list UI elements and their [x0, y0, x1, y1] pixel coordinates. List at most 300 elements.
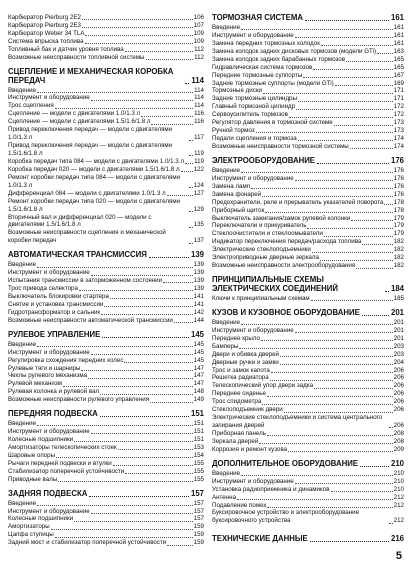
dot-leader: [88, 378, 193, 379]
toc-entry: [8, 508, 204, 516]
toc-entry: [8, 523, 204, 531]
toc-entry: [8, 118, 204, 126]
dot-leader: [267, 507, 392, 508]
dot-leader: [91, 433, 193, 434]
toc-entry: [212, 80, 404, 88]
toc-entry-page: 161: [393, 39, 404, 47]
toc-entry-page: 171: [393, 95, 404, 103]
toc-entry-title: Система впрыска топлива: [8, 37, 84, 45]
dot-leader: [81, 370, 192, 371]
section-page: 176: [390, 155, 404, 165]
toc-entry: [212, 64, 404, 72]
dot-leader: [262, 404, 392, 405]
section-page: 161: [390, 13, 404, 22]
toc-entry-title: Инструмент и оборудование: [8, 348, 90, 356]
dot-leader: [85, 35, 192, 36]
toc-entry-page: 119: [194, 157, 204, 165]
toc-entry-title: Замена ламп: [212, 182, 251, 190]
toc-entry-title: Задний мост и стабилизатор поперечной устойчивости: [8, 539, 167, 547]
toc-entry: [212, 406, 404, 414]
toc-entry-page: 114: [194, 94, 204, 102]
toc-entry-page: 154: [193, 451, 204, 459]
toc-entry-page: 212: [393, 501, 404, 509]
dot-leader: [389, 523, 393, 524]
toc-entry-title: Замена колодок задних барабанных тормозов: [212, 55, 345, 63]
toc-entry-page: 182: [393, 238, 404, 246]
toc-entry-title: Ручной тормоз: [212, 127, 255, 135]
toc-entry-page: 153: [193, 443, 204, 451]
toc-entry: [8, 357, 204, 365]
toc-entry-title: Антенна: [212, 493, 237, 501]
toc-entry-page: 206: [393, 406, 404, 414]
toc-entry-title: Главный тормозной цилиндр: [212, 103, 296, 111]
toc-entry-page: 203: [393, 350, 404, 358]
toc-entry-title: Введение: [212, 23, 241, 31]
toc-entry: [8, 54, 204, 62]
toc-entry: [8, 539, 204, 547]
toc-entry-page: 171: [393, 87, 404, 95]
toc-entry: [8, 102, 204, 110]
toc-entry: [212, 135, 404, 143]
toc-entry: [8, 476, 204, 484]
toc-entry-page: 203: [393, 342, 404, 350]
toc-entry-page: 161: [393, 31, 404, 39]
section-title: ТЕХНИЧЕСКИЕ ДАННЫЕ: [212, 534, 308, 544]
toc-entry-page: 167: [393, 71, 404, 79]
toc-entry: [212, 183, 404, 191]
toc-entry-page: 155: [193, 475, 204, 483]
toc-entry-page: 174: [393, 143, 404, 151]
dot-leader: [189, 155, 193, 156]
section-title: ДОПОЛНИТЕЛЬНОЕ ОБОРУДОВАНИЕ: [212, 458, 359, 468]
dot-leader: [241, 29, 393, 30]
toc-entry: [8, 460, 204, 468]
toc-entry: [212, 367, 404, 375]
toc-entry-title: Переключатели и прикуриватель: [212, 222, 307, 230]
dot-leader: [384, 204, 392, 205]
section-page: 114: [191, 75, 204, 85]
toc-entry-title: Инструмент и оборудование: [212, 174, 294, 182]
toc-entry-page: 201: [393, 334, 404, 342]
toc-entry-title: Карбюратор Pierburg 2E3: [8, 21, 81, 29]
toc-entry-page: 204: [393, 358, 404, 366]
section-heading: [212, 535, 404, 544]
dot-leader: [267, 396, 393, 397]
toc-entry: [212, 509, 404, 525]
dot-leader: [189, 227, 193, 228]
dot-leader: [284, 412, 393, 413]
dot-leader: [37, 92, 193, 93]
dot-leader: [303, 77, 392, 78]
dot-leader: [265, 212, 392, 213]
dot-leader: [321, 45, 393, 46]
toc-entry-title: Возможные неисправности тормозной системы: [212, 143, 349, 151]
toc-entry-title: Трос сцепления: [8, 102, 54, 110]
dot-leader: [259, 443, 392, 444]
toc-entry-title: Карбюратор Weber 34 TLA: [8, 29, 85, 37]
dot-leader: [295, 483, 393, 484]
toc-entry-page: 172: [393, 103, 404, 111]
toc-entry-title: Телескопический упор двери задка: [212, 382, 314, 390]
toc-entry-page: 206: [393, 382, 404, 390]
section-heading: [212, 14, 404, 23]
toc-entry-page: 212: [393, 493, 404, 501]
toc-entry-page: 173: [393, 127, 404, 135]
toc-entry-title: Гидротрансформатор и сальник: [8, 308, 101, 316]
toc-entry-title: Подавление помех: [212, 501, 267, 509]
dot-leader: [362, 315, 389, 316]
dot-leader: [124, 362, 192, 363]
toc-entry-page: 201: [393, 326, 404, 334]
toc-entry: [212, 319, 404, 327]
toc-entry-title: Буксировочное устройство и электрооборудование буксировочного устройства: [212, 509, 360, 525]
toc-entry-title: Регулятор давления в тормозной системе: [212, 119, 333, 127]
toc-entry: [8, 94, 204, 102]
dot-leader: [310, 541, 389, 542]
toc-entry: [8, 444, 204, 452]
toc-entry-page: 176: [393, 182, 404, 190]
toc-entry-title: Ключи к принципиальным схемам: [212, 295, 310, 302]
toc-entry-page: 144: [193, 316, 204, 324]
toc-entry: [8, 142, 204, 158]
dot-leader: [241, 172, 393, 173]
toc-entry-title: Снятие и установка трансмиссии: [8, 300, 104, 308]
toc-entry: [8, 285, 204, 293]
toc-entry: [8, 87, 204, 95]
toc-entry-title: Замена колодок задних дисковых тормозов (модели GTi): [212, 47, 377, 55]
section-page: 139: [190, 250, 204, 260]
dot-leader: [280, 356, 393, 357]
toc-entry-title: Введение: [212, 318, 241, 326]
toc-entry-title: Амортизаторы: [8, 523, 50, 531]
toc-entry-title: Двери и обивка дверей: [212, 350, 279, 358]
toc-entry-page: 206: [393, 366, 404, 374]
section-title: КУЗОВ И КУЗОВНОЕ ОБОРУДОВАНИЕ: [212, 307, 360, 317]
toc-entry-page: 157: [193, 515, 204, 523]
toc-entry: [212, 199, 404, 207]
toc-entry-title: Коррозия и ремонт кузова: [212, 445, 288, 453]
toc-entry-title: Приводные валы: [8, 475, 58, 483]
toc-entry-page: 116: [194, 110, 204, 118]
toc-entry-page: 155: [193, 467, 204, 475]
toc-entry: [212, 87, 404, 95]
toc-entry: [212, 230, 404, 238]
toc-entry-page: 182: [393, 246, 404, 254]
toc-entry-page: 179: [393, 214, 404, 222]
toc-entry-page: 163: [393, 47, 404, 55]
dot-leader: [271, 372, 393, 373]
dot-leader: [104, 306, 192, 307]
toc-entry: [8, 365, 204, 373]
section-page: 157: [190, 488, 204, 498]
dot-leader: [91, 100, 193, 101]
toc-entry-title: Зеркала дверей: [212, 437, 259, 445]
section-page: 216: [390, 534, 404, 544]
dot-leader: [91, 354, 193, 355]
toc-entry-page: 147: [193, 364, 204, 372]
toc-entry-title: Инструмент и оборудование: [8, 94, 90, 102]
dot-leader: [317, 163, 389, 164]
toc-entry-page: 149: [193, 396, 204, 404]
toc-entry-title: Инструмент и оборудование: [212, 477, 294, 485]
toc-entry-page: 147: [193, 380, 204, 388]
toc-entry-title: Ремонт коробки передач типа 020 — модели с двигателями 1.5/1.6/1.8 л: [8, 197, 181, 213]
toc-entry: [8, 214, 204, 230]
toc-entry-title: Возможные неисправности сцепления и механической коробки передач: [8, 229, 166, 245]
dot-leader: [58, 481, 192, 482]
toc-entry-page: 155: [193, 459, 204, 467]
toc-entry: [8, 500, 204, 508]
toc-entry: [212, 446, 404, 454]
dot-leader: [298, 101, 393, 102]
toc-entry-page: 165: [393, 63, 404, 71]
toc-entry-title: Инструмент и оборудование: [212, 31, 294, 39]
toc-entry-page: 139: [193, 269, 204, 277]
toc-entry: [8, 341, 204, 349]
toc-entry: [8, 261, 204, 269]
toc-entry: [212, 207, 404, 215]
toc-left-column: [8, 14, 204, 547]
toc-entry-page: 208: [393, 430, 404, 438]
dot-leader: [296, 109, 393, 110]
toc-entry: [212, 95, 404, 103]
dot-leader: [167, 545, 192, 546]
toc-entry-page: 176: [393, 174, 404, 182]
section-page: 145: [190, 329, 204, 339]
dot-leader: [56, 457, 193, 458]
toc-entry-page: 161: [393, 23, 404, 31]
toc-entry-page: 139: [193, 277, 204, 285]
toc-entry-page: 148: [193, 388, 204, 396]
toc-entry-page: 151: [193, 420, 204, 428]
toc-entry: [212, 222, 404, 230]
toc-entry-title: Стеклоподъемник двери: [212, 406, 283, 414]
toc-entry-title: Замена передних тормозных колодок: [212, 39, 320, 47]
toc-entry-title: Рулевой механизм: [8, 380, 62, 388]
toc-entry-page: 145: [193, 348, 204, 356]
toc-entry-title: Вторичный вал и дифференциал 020 — модели с двигателями 1.5/1.6/1.8 л: [8, 213, 152, 229]
toc-entry: [212, 478, 404, 486]
toc-entry-page: 182: [393, 254, 404, 262]
dot-leader: [185, 83, 189, 84]
toc-entry-page: 206: [393, 374, 404, 382]
toc-entry-title: Инструмент и оборудование: [8, 269, 90, 277]
toc-entry-title: Рулевые тяги и шарниры: [8, 364, 81, 372]
toc-entry-page: 114: [194, 102, 204, 110]
toc-entry: [212, 374, 404, 382]
toc-entry-title: Рычаги передней подвески и втулки: [8, 459, 112, 467]
toc-entry-page: 145: [193, 340, 204, 348]
toc-entry: [212, 327, 404, 335]
toc-entry-page: 124: [193, 181, 204, 189]
dot-leader: [141, 116, 193, 117]
dot-leader: [324, 236, 393, 237]
toc-entry: [8, 396, 204, 404]
dot-leader: [389, 427, 393, 428]
dot-leader: [37, 505, 193, 506]
dot-leader: [110, 298, 193, 299]
dot-leader: [262, 196, 392, 197]
toc-entry-title: Коробка передач типа 084 — модели с двигателями 1.0/1.3 л: [8, 157, 185, 165]
toc-entry: [212, 486, 404, 494]
toc-entry: [8, 293, 204, 301]
toc-entry: [212, 398, 404, 406]
toc-entry: [212, 238, 404, 246]
toc-entry-title: Индикатор переключения передач/расхода топлива: [212, 238, 362, 246]
toc-entry-title: Чехлы рулевого механизма: [8, 372, 88, 380]
toc-entry: [212, 414, 404, 430]
toc-entry: [212, 40, 404, 48]
dot-leader: [74, 441, 193, 442]
toc-entry-title: Переднее сиденье: [212, 390, 266, 398]
toc-entry-page: 173: [393, 119, 404, 127]
toc-entry-title: Передние тормозные суппорты: [212, 71, 303, 79]
toc-entry-page: 127: [193, 189, 204, 197]
toc-entry-title: Электрические стеклоподъемники: [212, 246, 311, 254]
dot-leader: [37, 267, 193, 268]
toc-entry: [212, 494, 404, 502]
toc-entry: [212, 127, 404, 135]
toc-entry: [212, 438, 404, 446]
section-title: ЗАДНЯЯ ПОДВЕСКА: [8, 488, 88, 498]
dot-leader: [350, 148, 393, 149]
dot-leader: [189, 140, 193, 141]
dot-leader: [313, 69, 392, 70]
dot-leader: [256, 132, 393, 133]
dot-leader: [346, 61, 393, 62]
toc-entry-title: Амортизаторы телескопических стоек: [8, 443, 117, 451]
toc-entry: [8, 309, 204, 317]
toc-entry: [8, 380, 204, 388]
toc-entry-page: 210: [393, 469, 404, 477]
dot-leader: [174, 322, 193, 323]
toc-entry-page: 169: [393, 79, 404, 87]
toc-entry-title: Переднее крыло: [212, 334, 260, 342]
dot-leader: [295, 180, 393, 181]
toc-entry-title: Введение: [212, 166, 241, 174]
toc-entry-page: 201: [393, 318, 404, 326]
toc-entry-title: Инструмент и оборудование: [8, 428, 90, 436]
toc-entry: [8, 428, 204, 436]
dot-leader: [351, 220, 392, 221]
dot-leader: [189, 187, 193, 188]
toc-entry-page: 135: [193, 221, 204, 229]
toc-entry: [8, 468, 204, 476]
section-heading: [212, 276, 404, 294]
dot-leader: [263, 93, 393, 94]
toc-entry-page: 147: [193, 372, 204, 380]
dot-leader: [151, 124, 193, 125]
toc-entry: [212, 262, 404, 270]
toc-entry-title: Установка радиоприемника и динамиков: [212, 485, 330, 493]
toc-entry-title: Решетка радиатора: [212, 374, 269, 382]
toc-entry-title: Задние тормозные цилиндры: [212, 95, 297, 103]
dot-leader: [280, 364, 393, 365]
dot-leader: [295, 332, 393, 333]
dot-leader: [307, 228, 392, 229]
toc-entry: [212, 143, 404, 151]
section-heading: [212, 157, 404, 166]
dot-leader: [295, 37, 393, 38]
toc-entry: [8, 30, 204, 38]
dot-leader: [102, 337, 189, 338]
dot-leader: [101, 314, 193, 315]
toc-entry-title: Введение: [212, 469, 241, 477]
toc-entry-page: 117: [194, 134, 204, 142]
dot-leader: [100, 416, 189, 417]
dot-leader: [91, 513, 193, 514]
dot-leader: [267, 435, 393, 436]
section-page: 210: [390, 458, 404, 468]
toc-entry-page: 206: [393, 390, 404, 398]
dot-leader: [74, 521, 193, 522]
toc-entry-page: 176: [393, 166, 404, 174]
toc-entry-page: 129: [193, 205, 204, 213]
section-page: 201: [390, 307, 404, 317]
toc-entry: [8, 126, 204, 142]
toc-entry-page: 174: [393, 135, 404, 143]
toc-entry-title: Выключатель блокировки стартера: [8, 292, 109, 300]
toc-entry-title: Дифференциал 084 — модели с двигателями 1.0/1.3 л: [8, 189, 166, 197]
section-title: СЦЕПЛЕНИЕ И МЕХАНИЧЕСКАЯ КОРОБКА ПЕРЕДАЧ: [8, 66, 174, 85]
dot-leader: [362, 244, 392, 245]
dot-leader: [356, 268, 392, 269]
toc-entry: [8, 22, 204, 30]
toc-entry: [212, 502, 404, 510]
toc-entry-page: 114: [194, 86, 204, 94]
toc-entry-page: 159: [193, 539, 204, 547]
toc-entry-title: Электрические стеклоподъемники и система центрального запирания дверей: [212, 414, 383, 430]
toc-entry-page: 119: [194, 150, 204, 158]
toc-entry: [8, 301, 204, 309]
dot-leader: [89, 496, 189, 497]
toc-entry-title: Колесные подшипники: [8, 515, 74, 523]
toc-entry-title: Введение: [8, 261, 37, 269]
toc-entry-title: Привод переключения передач — модели с двигателями 1.0/1.3 л: [8, 126, 173, 142]
toc-entry: [8, 158, 204, 166]
toc-entry-page: 185: [393, 295, 404, 302]
toc-entry-page: 165: [393, 55, 404, 63]
toc-entry-title: Рулевая колонка и рулевой вал: [8, 388, 100, 396]
toc-entry: [212, 119, 404, 127]
toc-entry-page: 179: [393, 230, 404, 238]
section-heading: [8, 68, 204, 86]
dot-leader: [55, 108, 193, 109]
section-page: 184: [390, 284, 404, 294]
toc-entry: [212, 351, 404, 359]
toc-entry-page: 157: [193, 499, 204, 507]
toc-entry: [8, 166, 204, 174]
toc-entry-title: Трос и замок капота: [212, 366, 270, 374]
toc-entry-page: 212: [393, 517, 404, 525]
toc-entry-page: 176: [393, 190, 404, 198]
toc-entry-title: Инструмент и оборудование: [212, 326, 294, 334]
dot-leader: [51, 529, 193, 530]
toc-entry: [8, 229, 204, 245]
dot-leader: [241, 324, 393, 325]
toc-entry: [8, 198, 204, 214]
toc-entry-title: Введение: [8, 86, 37, 94]
toc-entry: [212, 215, 404, 223]
toc-entry-page: 141: [193, 292, 204, 300]
toc-entry: [8, 38, 204, 46]
toc-entry: [212, 56, 404, 64]
dot-leader: [237, 499, 393, 500]
section-title: ТОРМОЗНАЯ СИСТЕМА: [212, 13, 303, 22]
toc-entry: [212, 167, 404, 175]
toc-entry-page: 109: [193, 37, 204, 45]
dot-leader: [55, 537, 193, 538]
